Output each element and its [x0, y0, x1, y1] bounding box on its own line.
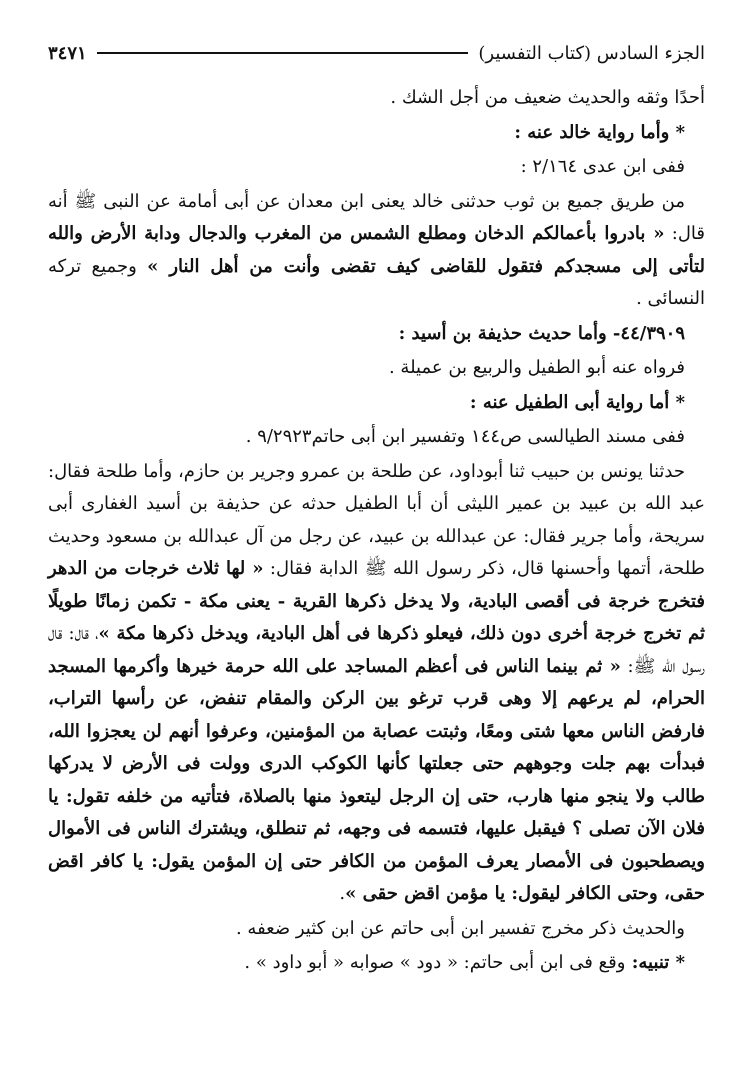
text-span: وجميع تركه النسائى . — [48, 255, 705, 309]
paragraph: ففى مسند الطيالسى ص١٤٤ وتفسير ابن أبى حاتم٩/٢٩٢٣ . — [245, 426, 685, 447]
running-title: الجزء السادس (كتاب التفسير) — [478, 42, 705, 64]
paragraph: فرواه عنه أبو الطفيل والربيع بن عميلة . — [388, 357, 685, 378]
note-text: وقع فى ابن أبى حاتم: « دود » صوابه « أبو داود » . — [244, 952, 626, 973]
paragraph — [48, 456, 705, 911]
section-heading: * وأما رواية خالد عنه : — [514, 121, 685, 143]
paragraph: ففى ابن عدى ٢/١٦٤ : — [520, 156, 685, 177]
paragraph: أحدًا وثقه والحديث ضعيف من أجل الشك . — [390, 87, 705, 108]
hadith-quote: « بادروا بأعمالكم الدخان ومطلع الشمس من المغرب والدجال ودابة الأرض والله لتأتى إلى مسجدكم فتقول للقاضى كيف تقضى وأنت من أهل النار » — [48, 223, 705, 277]
header-rule — [97, 52, 469, 54]
page-number: ٣٤٧١ — [48, 42, 87, 64]
text-span: ، قال: قال رسول الله ﷺ: — [48, 623, 705, 677]
section-heading: * أما رواية أبى الطفيل عنه : — [469, 391, 685, 413]
paragraph: والحديث ذكر مخرج تفسير ابن أبى حاتم عن ابن كثير ضعفه . — [235, 917, 685, 939]
hadith-quote: « لها ثلاث خرجات من الدهر فتخرج خرجة فى أقصى البادية، ولا يدخل ذكرها القرية - يعنى مكة - تكمن زمانًا طويلًا ثم تخرج خرجة أخرى دون ذلك، فيعلو ذكرها فى أهل البادية، ويدخل ذكرها مكة » — [48, 558, 705, 644]
text-span: من طريق جميع بن ثوب حدثنى خالد يعنى ابن معدان عن أبى أمامة عن النبى ﷺ أنه قال: — [48, 190, 706, 244]
section-heading: ٤٤/٣٩٠٩- وأما حديث حذيفة بن أسيد : — [398, 322, 685, 344]
text-span: حدثنا يونس بن حبيب ثنا أبوداود، عن طلحة بن عمرو وجرير بن حازم، وأما طلحة فقال: عبد الله بن عبيد بن عمير الليثى أن أبا الطفيل حدثه عن حذيفة بن أسيد الغفارى أبى سريحة، وأما جرير فقال: عن عبدالله بن عبيد، عن رجل من آل عبدالله بن مسعود وحديث طلحة، أتمها وأحسنها قال، ذكر رسول الله ﷺ الدابة فقال: — [48, 460, 705, 579]
hadith-quote: « ثم بينما الناس فى أعظم المساجد على الله حرمة خيرها وأكرمها المسجد الحرام، لم يرعهم إلا وهى قرب ترغو بين الركن والمقام تنفض، عن رأسها التراب، فارفض الناس معها شتى ومعًا، وثبتت عصابة من المؤمنين، وعرفوا أنهم لن يعجزوا الله، فبدأت بهم جلت وجوههم حتى جعلتها كأنها الكوكب الدرى وولت فى الأرض لا يدركها طالب ولا ينجو منها هارب، حتى إن الرجل ليتعوذ منها بالصلاة، فتأتيه من خلفه تقول: يا فلان الآن تصلى ؟ فيقبل عليها، فتسمه فى وجهه، ثم تنطلق، ويشترك الناس فى الأموال ويصطحبون فى الأمصار يعرف المؤمن من الكافر حتى إن المؤمن يقول: يا كافر اقض حقى، وحتى الكافر ليقول: يا مؤمن اقض حقى » — [48, 655, 705, 904]
text-span: . — [339, 883, 346, 904]
note-label: * تنبيه: — [625, 952, 685, 973]
page-header — [48, 38, 705, 68]
page-body — [48, 82, 705, 980]
note-paragraph — [48, 947, 705, 980]
paragraph — [48, 186, 705, 316]
